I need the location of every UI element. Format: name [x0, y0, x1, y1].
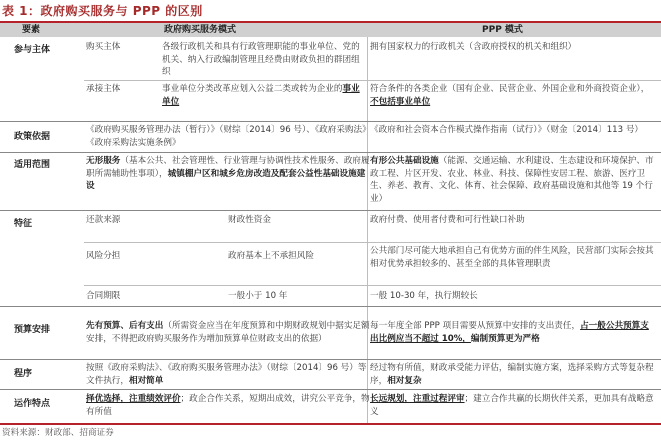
funding-gov: 财政性资金 [228, 215, 271, 225]
undertaker-text [162, 83, 368, 108]
undertaker-text-b: 事业单位 [162, 84, 360, 107]
source-note: 资料来源：财政部、招商证券 [2, 428, 114, 438]
row-label-scope: 适用范围 [14, 160, 51, 170]
funding-ppp: 政府付费、使用者付费和可行性缺口补助 [370, 215, 525, 225]
funding-label: 还款来源 [86, 215, 121, 225]
policy-ppp-text: 《政府和社会资本合作模式操作指南（试行）》（财金〔2014〕113 号） [370, 125, 644, 135]
ppp-undertaker-text: 符合条件的各类企业（国有企业、民营企业、外国企业和外商投资企业），不包括事业单位 [370, 84, 650, 107]
scope-gov-text: 无形服务（基本公共、社会管理性、行业管理与协调性技术性服务、政府履职所需辅助性事项），城镇棚户区和城乡危房改造及配套公益性基础设施建设 [86, 156, 370, 191]
scope-ppp-text: 有形公共基础设施（能源、交通运输、水利建设、生态建设和环境保护、市政工程、片区开发、农业、林业、科技、保障性安居工程、旅游、医疗卫生、养老、教育、文化、体育、社会保障、政府基础设施和其他等 19 个行业） [370, 156, 654, 204]
policy-gov-text: 《政府购买服务管理办法（暂行）》（财综〔2014〕96 号）、《政府采购法》《政府采购法实施条例》 [86, 125, 367, 148]
operation-gov-text: 择优选择，注重绩效评价；政企合作关系，短期出成效，讲究公平竞争，物有所值 [86, 394, 370, 417]
process-gov-text: 按照《政府采购法》、《政府购买服务管理办法》（财综〔2014〕96 号）等文件执行，相对简单 [86, 363, 367, 386]
term-gov: 一般小于 10 年 [228, 291, 288, 301]
operation-ppp-text: 长远规划，注重过程评审；建立合作共赢的长期伙伴关系，更加具有战略意义 [370, 394, 654, 417]
header-ppp: PPP 模式 [482, 25, 523, 35]
process-ppp-text: 经过物有所值，财政承受能力评估，编制实施方案，选择采购方式等复杂程序，相对复杂 [370, 363, 654, 386]
row-label-features: 特征 [14, 219, 33, 229]
bottom-rule [0, 423, 661, 425]
buyer-label: 购买主体 [86, 42, 121, 52]
row-label-process: 程序 [14, 369, 33, 379]
risk-label: 风险分担 [86, 251, 121, 261]
budget-gov-text: 先有预算、后有支出（所需资金应当在年度预算和中期财政规划中据实足额安排，不得把政府购买服务作为增加预算单位财政支出的依据） [86, 321, 370, 344]
ppp-buyer-text: 拥有国家权力的行政机关（含政府授权的机关和组织） [370, 42, 577, 52]
risk-gov: 政府基本上不承担风险 [228, 251, 314, 261]
budget-ppp-text: 每一年度全部 PPP 项目需要从预算中安排的支出责任，占一般公共预算支出比例应当不超过 10%，编制预算更为严格 [370, 321, 649, 344]
risk-ppp: 公共部门尽可能大地承担自己有优势方面的伴生风险，民营部门实际会按其相对优势承担较多的、甚至全部的具体管理职责 [370, 246, 654, 269]
table-title: 表 1：政府购买服务与 PPP 的区别 [2, 4, 203, 18]
row-label-subject: 参与主体 [14, 45, 51, 55]
undertaker-text-a: 事业单位分类改革应划入公益二类或转为企业的 [162, 84, 343, 94]
row-label-operation: 运作特点 [14, 399, 51, 409]
undertaker-label: 承接主体 [86, 84, 121, 94]
header-row [0, 23, 661, 37]
term-ppp: 一般 10-30 年，执行期较长 [370, 291, 478, 301]
row-label-budget: 预算安排 [14, 325, 51, 335]
row-label-policy: 政策依据 [14, 132, 51, 142]
header-gov: 政府购买服务模式 [164, 25, 237, 35]
term-label: 合同期限 [86, 291, 121, 301]
buyer-text: 各级行政机关和具有行政管理职能的事业单位、党的机关、纳入行政编制管理且经费由财政负担的群团组织 [162, 42, 360, 77]
header-element: 要素 [22, 25, 41, 35]
ppp-exclude-note: 不包括事业单位 [370, 96, 431, 107]
